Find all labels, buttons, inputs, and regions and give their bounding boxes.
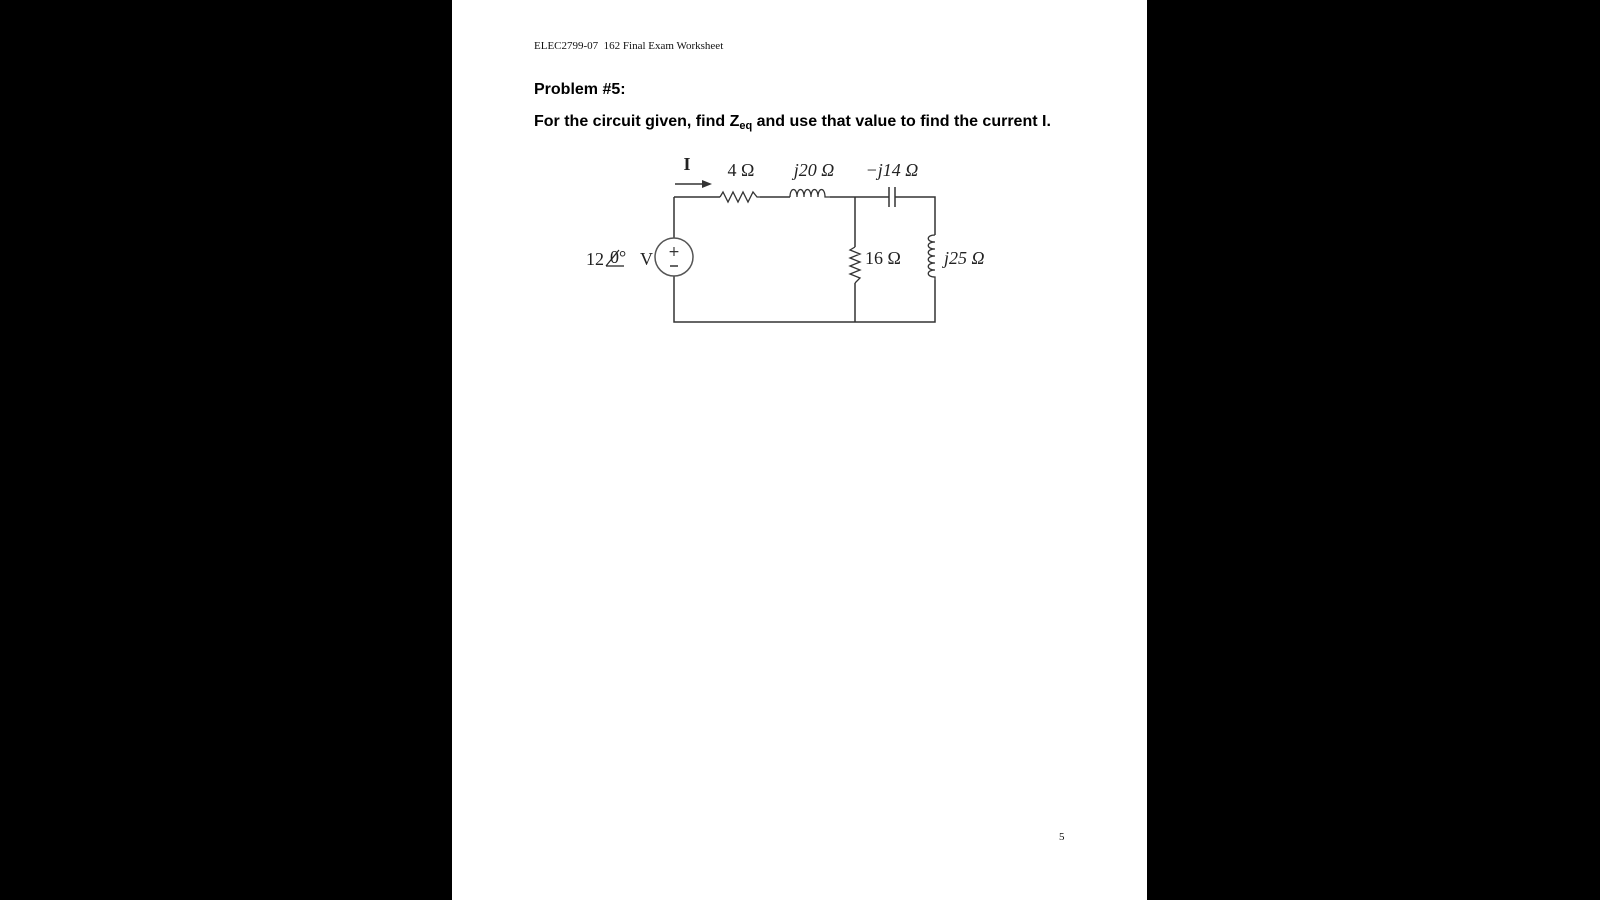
current-label: I — [683, 154, 691, 174]
inductor-j20-label: j20 Ω — [793, 160, 835, 180]
question-subscript: eq — [739, 120, 753, 132]
document-page — [452, 0, 1147, 900]
source-magnitude: 12 — [586, 249, 604, 269]
inductor-j25 — [928, 235, 935, 280]
capacitor-j14-label: −j14 Ω — [865, 160, 919, 180]
source-angle: 0° — [610, 247, 627, 267]
resistor-4-ohm — [720, 192, 760, 202]
inductor-j25-label: j25 Ω — [944, 248, 985, 268]
source-label — [586, 247, 653, 269]
capacitor-j14 — [885, 187, 898, 207]
question-text-before: For the circuit given, find Z — [534, 113, 740, 130]
page-number: 5 — [1059, 831, 1065, 843]
current-arrow — [675, 180, 712, 188]
question-text-after: and use that value to find the current I. — [752, 113, 1051, 130]
svg-text:+: + — [668, 244, 680, 260]
resistor-16-label: 16 Ω — [865, 248, 901, 268]
source-unit: V — [640, 249, 653, 269]
circuit-diagram — [452, 0, 1147, 360]
resistor-16-ohm — [850, 247, 860, 283]
voltage-source — [655, 238, 693, 276]
problem-title: Problem #5: — [534, 81, 626, 98]
inductor-j20 — [790, 190, 830, 198]
resistor-4-label: 4 Ω — [727, 160, 755, 180]
page-header: ELEC2799-07 162 Final Exam Worksheet — [534, 40, 724, 52]
